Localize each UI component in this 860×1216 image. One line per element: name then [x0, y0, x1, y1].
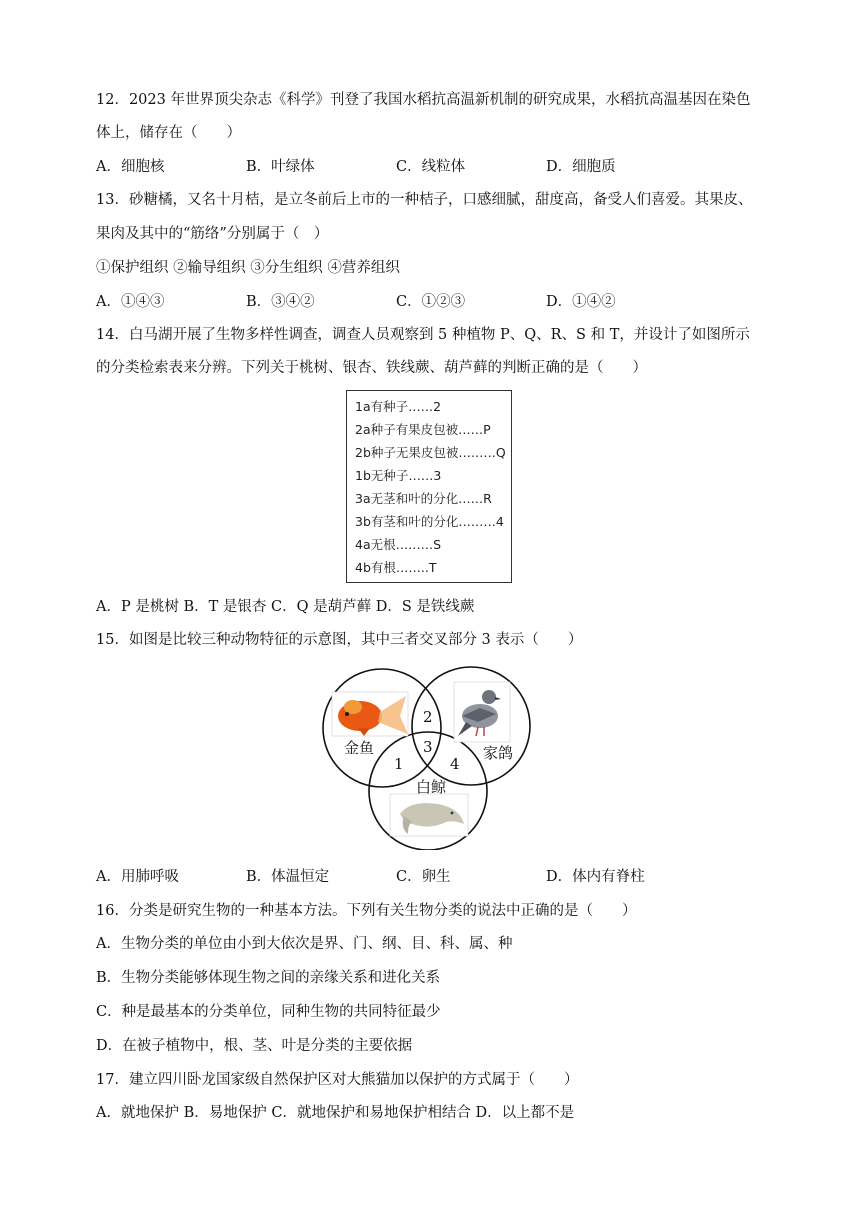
pigeon-image [454, 682, 510, 742]
whale-image [390, 794, 468, 836]
q16-stem: 16．分类是研究生物的一种基本方法。下列有关生物分类的说法中正确的是（ ） [96, 903, 637, 919]
q14-options: A．P 是桃树 B．T 是银杏 C．Q 是葫芦藓 D．S 是铁线蕨 [96, 599, 475, 615]
q17-stem: 17．建立四川卧龙国家级自然保护区对大熊猫加以保护的方式属于（ ） [96, 1072, 579, 1088]
q16-option-c: C．种是最基本的分类单位，同种生物的共同特征最少 [96, 1004, 441, 1020]
q13-option-a: A．①④③ [96, 294, 165, 310]
label-whale: 白鲸 [416, 778, 447, 796]
q13-option-b: B．③④② [246, 294, 315, 310]
q16-option-d: D．在被子植物中，根、茎、叶是分类的主要依据 [96, 1038, 413, 1054]
goldfish-image [332, 692, 408, 736]
q17-options: A．就地保护 B．易地保护 C．就地保护和易地保护相结合 D．以上都不是 [96, 1105, 575, 1121]
classification-key-table [346, 390, 512, 583]
key-line-1b: 1b无种子……3 [355, 468, 442, 483]
q13-option-c: C．①②③ [396, 294, 466, 310]
key-line-3a: 3a无茎和叶的分化……R [355, 491, 492, 506]
q15-option-c: C．卵生 [396, 869, 451, 885]
q15-option-a: A．用肺呼吸 [96, 869, 179, 885]
region-1-number: 1 [394, 755, 404, 773]
key-line-2b: 2b种子无果皮包被………Q [355, 445, 506, 460]
key-line-1a: 1a有种子……2 [355, 399, 442, 414]
key-line-2a: 2a种子有果皮包被……P [355, 422, 491, 437]
q12-option-d: D．细胞质 [546, 159, 616, 175]
q14-stem-line1: 14．白马湖开展了生物多样性调查，调查人员观察到 5 种植物 P、Q、R、S 和 T，并设计了如图所示 [96, 327, 750, 343]
q12-option-c: C．线粒体 [396, 159, 466, 175]
q12-stem-line1: 12．2023 年世界顶尖杂志《科学》刊登了我国水稻抗高温新机制的研究成果，水稻抗高温基因在染色 [96, 92, 751, 108]
key-line-3b: 3b有茎和叶的分化………4 [355, 514, 504, 529]
q12-option-b: B．叶绿体 [246, 159, 315, 175]
q15-stem: 15．如图是比较三种动物特征的示意图，其中三者交叉部分 3 表示（ ） [96, 632, 583, 648]
q16-option-a: A．生物分类的单位由小到大依次是界、门、纲、目、科、属、种 [96, 936, 513, 952]
region-4-number: 4 [450, 755, 460, 773]
q13-stem-line2: 果肉及其中的“筋络”分别属于（ ） [96, 226, 329, 242]
venn-diagram [320, 664, 540, 850]
key-line-4a: 4a无根………S [355, 537, 442, 552]
q15-option-d: D．体内有脊柱 [546, 869, 645, 885]
q12-stem-line2: 体上，储存在（ ） [96, 125, 241, 141]
q13-tissue-list: ①保护组织 ②输导组织 ③分生组织 ④营养组织 [96, 260, 400, 276]
q12-option-a: A．细胞核 [96, 159, 165, 175]
q13-option-d: D．①④② [546, 294, 616, 310]
region-3-number: 3 [423, 738, 433, 756]
region-2-number: 2 [423, 708, 433, 726]
q15-option-b: B．体温恒定 [246, 869, 330, 885]
label-pigeon: 家鸽 [483, 744, 514, 762]
q14-stem-line2: 的分类检索表来分辨。下列关于桃树、银杏、铁线蕨、葫芦藓的判断正确的是（ ） [96, 360, 647, 376]
label-goldfish: 金鱼 [344, 739, 375, 757]
q13-stem-line1: 13．砂糖橘，又名十月桔，是立冬前后上市的一种桔子，口感细腻，甜度高，备受人们喜爱。其果皮、 [96, 192, 753, 208]
q16-option-b: B．生物分类能够体现生物之间的亲缘关系和进化关系 [96, 970, 441, 986]
key-line-4b: 4b有根……..T [355, 560, 437, 575]
